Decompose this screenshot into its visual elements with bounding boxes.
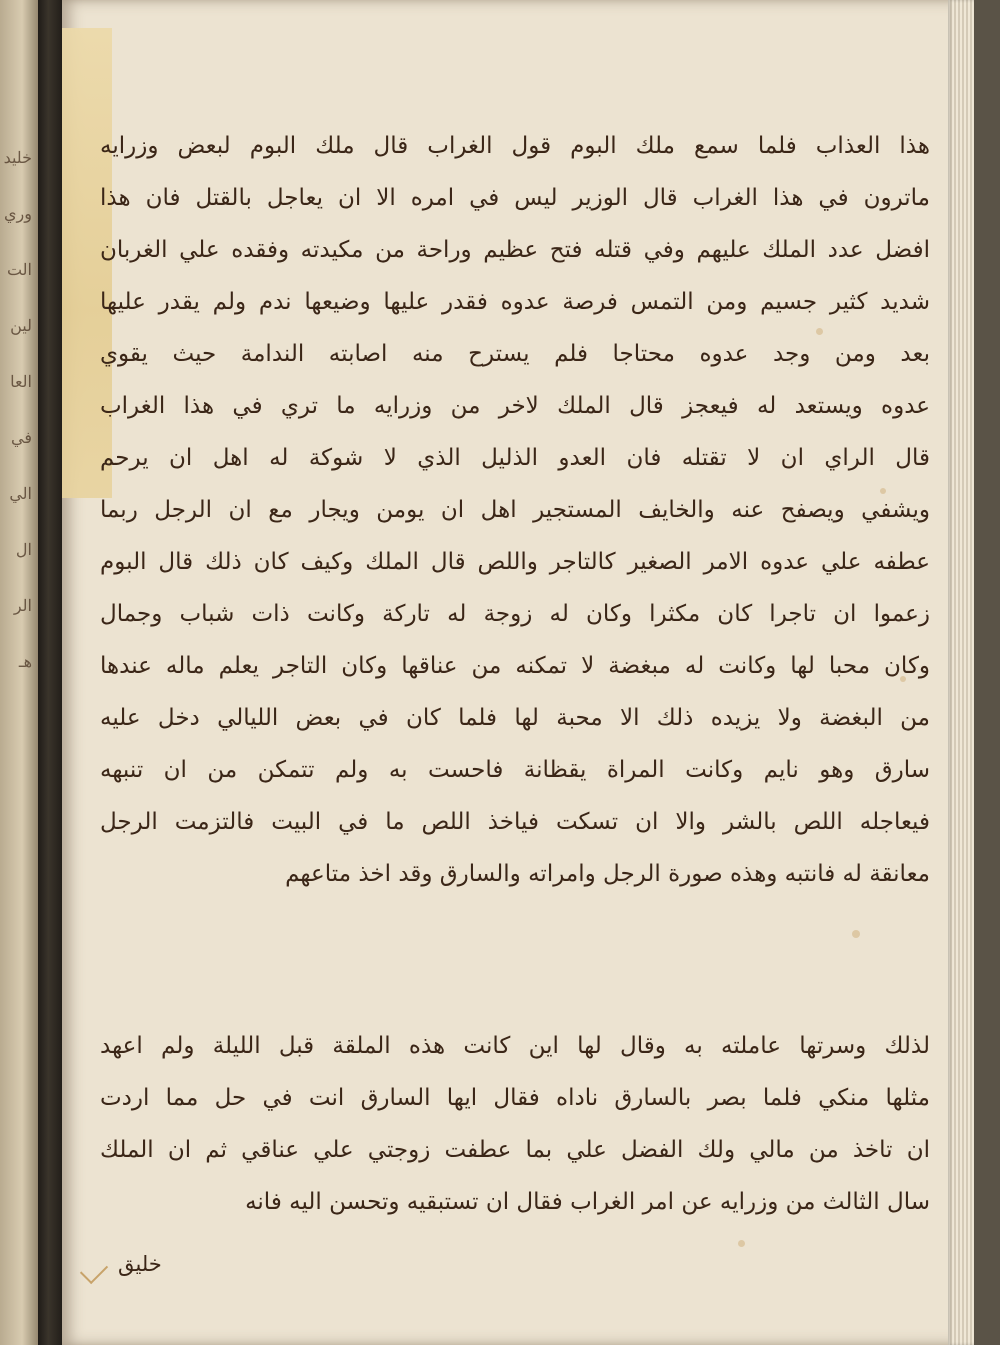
manuscript-line: شديد كثير جسيم ومن التمس فرصة عدوه فقدر عليها وضيعها ندم ولم يقدر عليها [100,289,930,315]
facing-page-edge [0,0,40,1345]
manuscript-line: عطفه علي عدوه الامر الصغير كالتاجر واللص قال الملك وكيف كان ذلك قال البوم [100,549,930,575]
facing-page-fragment: العا [10,372,32,391]
manuscript-line: بعد ومن وجد عدوه محتاجا فلم يسترح منه اصابته الندامة حيث يقوي [100,341,930,367]
foxing-spot [852,930,860,938]
facing-page-fragment: ال [15,540,32,559]
manuscript-line: ماترون في هذا الغراب قال الوزير ليس في امره الا ان يعاجل بالقتل فان هذا [100,185,930,211]
facing-page-fragment: في [11,428,32,447]
manuscript-line: وكان محبا لها وكانت له مبغضة لا تمكنه من عناقها وكان التاجر يعلم ماله عندها [100,653,930,679]
text-block-continuation [100,1020,930,1228]
manuscript-line: قال الراي ان لا تقتله فان العدو الذليل الذي لا شوكة له اهل ان يرحم [100,445,930,471]
manuscript-line: سارق وهو نايم وكانت المراة يقظانة فاحست به ولم تتمكن من ان تنبهه [100,757,930,783]
catchword: خليق [118,1252,162,1276]
manuscript-line: سال الثالث من وزرايه عن امر الغراب فقال ان تستبقيه وتحسن اليه فانه [245,1189,930,1215]
manuscript-line: لذلك وسرتها عاملته به وقال لها اين كانت هذه الملقة قبل الليلة ولم اعهد [100,1033,930,1059]
text-block-main [100,120,930,900]
manuscript-line: مثلها منكي فلما بصر بالسارق ناداه فقال ايها السارق انت في حل مما اردت [100,1085,930,1111]
manuscript-line: معانقة له فانتبه وهذه صورة الرجل وامراته والسارق وقد اخذ متاعهم [285,861,930,887]
manuscript-line: من البغضة ولا يزيده ذلك الا محبة لها فلما كان في بعض الليالي دخل عليه [100,705,930,731]
facing-page-fragments [2,130,32,930]
foxing-spot [738,1240,745,1247]
facing-page-fragment: الي [9,484,32,503]
manuscript-line: فيعاجله اللص بالشر والا ان تسكت فياخذ اللص ما في البيت فالتزمت الرجل [100,809,930,835]
manuscript-line: افضل عدد الملك عليهم وفي قتله فتح عظيم وراحة من مكيدته وفقده علي الغربان [100,237,930,263]
manuscript-line: هذا العذاب فلما سمع ملك البوم قول الغراب قال ملك البوم لبعض وزرايه [100,133,930,159]
facing-page-fragment: الر [13,596,32,615]
manuscript-line: ويشفي ويصفح عنه والخايف المستجير اهل ان يومن ويجار مع ان الرجل ربما [100,497,930,523]
page-edges [948,0,974,1345]
facing-page-fragment: هـ [18,652,32,671]
facing-page-fragment: وري [4,204,32,223]
facing-page-fragment: الت [6,260,32,279]
manuscript-line: عدوه ويستعد له فيعجز قال الملك لاخر من وزرايه ما تري في هذا الغراب [100,393,930,419]
manuscript-line: ان تاخذ من مالي ولك الفضل علي بما عطفت زوجتي علي عناقي ثم ان الملك [100,1137,930,1163]
book-gutter [38,0,64,1345]
facing-page-fragment: خلید [3,148,32,167]
manuscript-line: زعموا ان تاجرا كان مكثرا وكان له زوجة له تاركة وكانت ذات شباب وجمال [100,601,930,627]
facing-page-fragment: لين [10,316,32,335]
